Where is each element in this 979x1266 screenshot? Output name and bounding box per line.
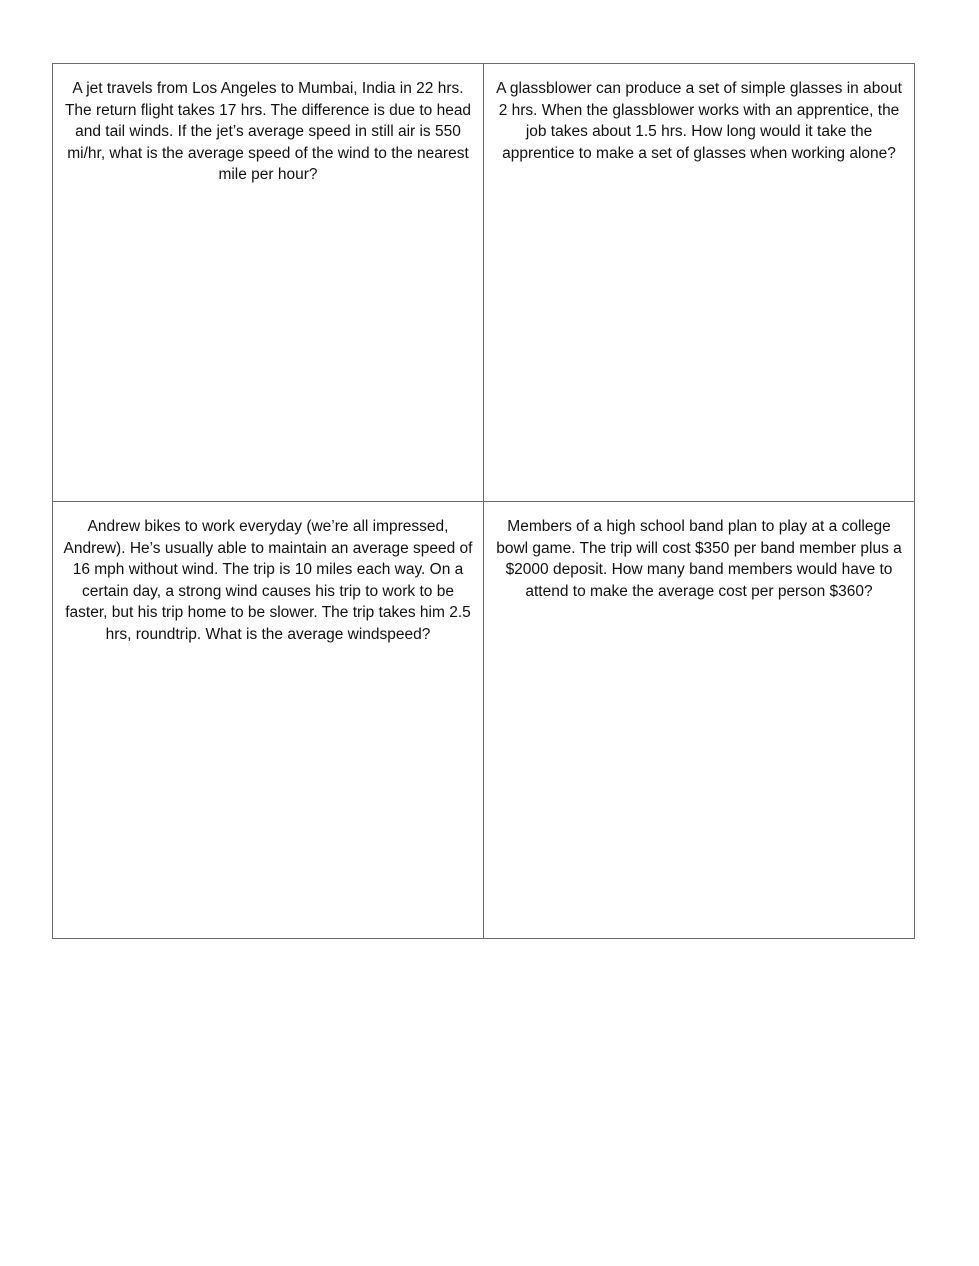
problem-text-glassblower: A glassblower can produce a set of simple glasses in about 2 hrs. When the glassblower works with an apprentice, the job takes about 1.5 hrs. How long would it take the apprentice to make a set of glasses when working alone? (496, 80, 902, 162)
problem-grid (52, 63, 915, 939)
problem-cell-band (484, 502, 914, 938)
problem-cell-glassblower (484, 64, 914, 502)
problem-text-band: Members of a high school band plan to play at a college bowl game. The trip will cost $350 per band member plus a $2000 deposit. How many band members would have to attend to make the average cost per person $360? (496, 518, 902, 600)
problem-text-jet: A jet travels from Los Angeles to Mumbai, India in 22 hrs. The return flight takes 17 hrs. The difference is due to head and tail winds. If the jet’s average speed in still air is 550 mi/hr, what is the average speed of the wind to the nearest mile per hour? (64, 80, 472, 184)
problem-cell-bike (53, 502, 484, 938)
problem-text-bike: Andrew bikes to work everyday (we’re all impressed, Andrew). He’s usually able to maintain an average speed of 16 mph without wind. The trip is 10 miles each way. On a certain day, a strong wind causes his trip to work to be faster, but his trip home to be slower. The trip takes him 2.5 hrs, roundtrip. What is the average windspeed? (63, 518, 473, 643)
problem-cell-jet (53, 64, 484, 502)
